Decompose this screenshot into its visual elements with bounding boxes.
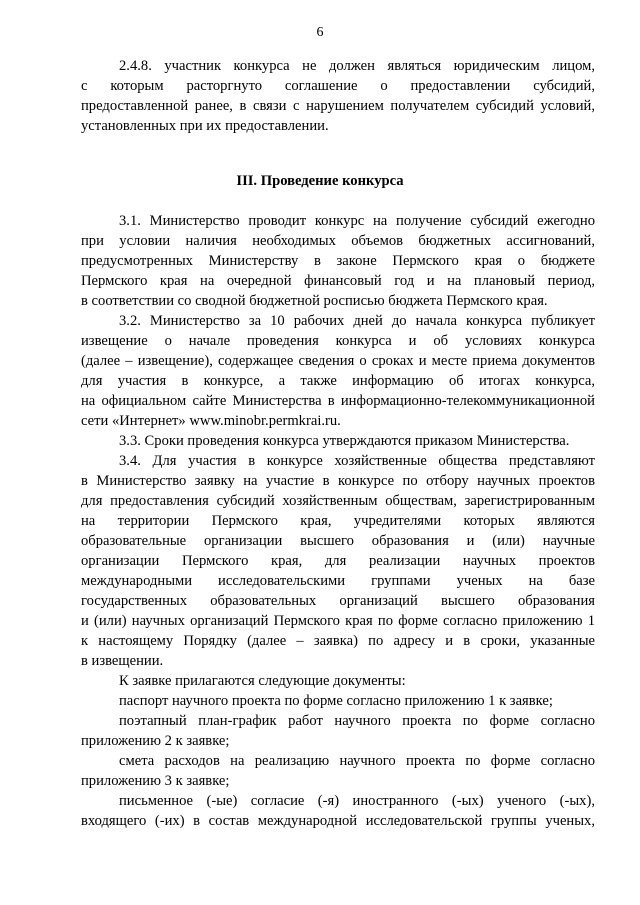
text-line: для предоставления субсидий хозяйственным обществам, зарегистрированным bbox=[81, 493, 595, 509]
text-line: при условии наличия необходимых объемов бюджетных ассигнований, bbox=[81, 233, 595, 249]
text-line: установленных при их предоставлении. bbox=[81, 118, 329, 134]
text-line: смета расходов на реализацию научного проекта по форме согласно bbox=[119, 753, 595, 769]
text-line: международными исследовательскими группами ученых на базе bbox=[81, 573, 595, 589]
text-line: поэтапный план-график работ научного проекта по форме согласно bbox=[119, 713, 595, 729]
text-line: предусмотренных Министерству в законе Пермского края о бюджете bbox=[81, 253, 595, 269]
text-line: с которым расторгнуто соглашение о предоставлении субсидий, bbox=[81, 78, 595, 94]
text-line: паспорт научного проекта по форме согласно приложению 1 к заявке; bbox=[119, 693, 553, 709]
text-line: в соответствии со сводной бюджетной росписью бюджета Пермского края. bbox=[81, 293, 548, 309]
text-line: к настоящему Порядку (далее – заявка) по адресу и в сроки, указанные bbox=[81, 633, 595, 649]
text-line: извещение о начале проведения конкурса и об условиях конкурса bbox=[81, 333, 595, 349]
text-line: и (или) научных организаций Пермского края по форме согласно приложению 1 bbox=[81, 613, 595, 629]
section-heading: III. Проведение конкурса bbox=[236, 173, 404, 189]
text-line: 3.2. Министерство за 10 рабочих дней до начала конкурса публикует bbox=[119, 313, 595, 329]
text-line: сети «Интернет» www.minobr.permkrai.ru. bbox=[81, 413, 341, 429]
text-line: (далее – извещение), содержащее сведения о сроках и месте приема документов bbox=[81, 353, 595, 369]
text-line: приложению 3 к заявке; bbox=[81, 773, 230, 789]
text-line: для участия в конкурсе, а также информацию об итогах конкурса, bbox=[81, 373, 595, 389]
text-line: государственных образовательных организаций высшего образования bbox=[81, 593, 595, 609]
text-line: на территории Пермского края, учредителями которых являются bbox=[81, 513, 595, 529]
text-line: приложению 2 к заявке; bbox=[81, 733, 230, 749]
text-line: 3.3. Сроки проведения конкурса утверждаются приказом Министерства. bbox=[119, 433, 570, 449]
text-line: 3.1. Министерство проводит конкурс на получение субсидий ежегодно bbox=[119, 213, 595, 229]
text-line: предоставленной ранее, в связи с нарушением получателем субсидий условий, bbox=[81, 98, 595, 114]
text-line: 3.4. Для участия в конкурсе хозяйственные общества представляют bbox=[119, 453, 595, 469]
text-line: 2.4.8. участник конкурса не должен являться юридическим лицом, bbox=[119, 58, 595, 74]
text-line: входящего (-их) в состав международной исследовательской группы ученых, bbox=[81, 813, 595, 829]
text-line: организации Пермского края, для реализации научных проектов bbox=[81, 553, 595, 569]
text-line: в Министерство заявку на участие в конкурсе по отбору научных проектов bbox=[81, 473, 595, 489]
text-line: Пермского края на очередной финансовый год и на плановый период, bbox=[81, 273, 595, 289]
text-line: на официальном сайте Министерства в информационно-телекоммуникационной bbox=[81, 393, 595, 409]
text-line: в извещении. bbox=[81, 653, 164, 669]
text-line: письменное (-ые) согласие (-я) иностранного (-ых) ученого (-ых), bbox=[119, 793, 595, 809]
text-line: К заявке прилагаются следующие документы: bbox=[119, 673, 406, 689]
page-number: 6 bbox=[316, 25, 324, 40]
text-line: образовательные организации высшего образования и (или) научные bbox=[81, 533, 595, 549]
